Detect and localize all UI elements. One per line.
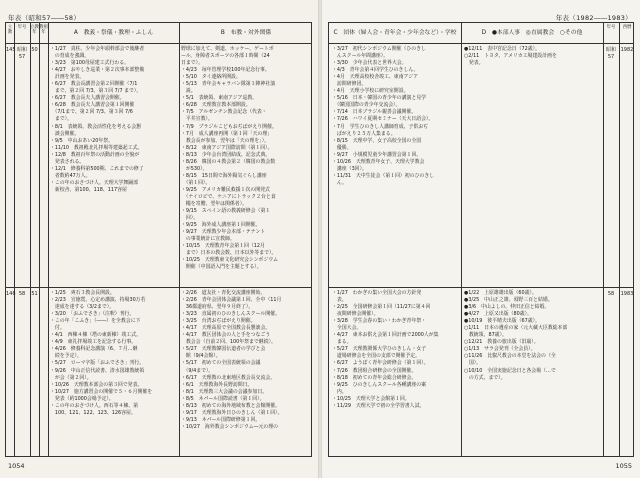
entry-line: ・この年のおさづけ人。天理大学舞踊部 [50, 179, 139, 186]
row1-nengo: 昭和57 [16, 47, 27, 60]
entry-line: ・11/31 天中生徒会（第１回）初のひのきし [332, 172, 435, 179]
entry-line: 館（9/4会館）。 [181, 353, 221, 360]
entry-line: が会（第２回）。 [50, 374, 92, 381]
entry-line: 計画を発表。 [50, 74, 85, 81]
entry-line: ・11/29 天理大学で初の全学習書人試。 [332, 402, 425, 409]
entry-line: ・9/26 中山正信代読書、清水国雄教統領 [50, 367, 145, 374]
entry-line: ・4/9 東礼拝場竣工を記念する行事。 [50, 339, 137, 346]
row1-rikkyo: 145 [6, 47, 16, 53]
entry-line: ・8/13 少年会台湾団結成、記念式典。 [181, 151, 271, 158]
row1-column-b [181, 46, 312, 285]
entry-line: ・6/28 天理教宣教本部開設。 [181, 102, 251, 109]
entry-line: ・4/23 毎年管理学校100年記念行事。 [181, 67, 270, 74]
entry-line: 付。 [50, 325, 65, 332]
entry-line: ・7/26 教団組合研修会の全国開催。 [332, 367, 417, 374]
entry-line: ・9/13 ネパール国際研修第１回。 [181, 416, 261, 423]
row2-rikkyo-nen: 51 [31, 291, 38, 297]
entry-line: 100、121、122、123、126容屋。 [50, 409, 136, 416]
entry-line: ・3/28 学生会春の集い・わかぎ青年祭・ [332, 318, 427, 325]
entry-line: ・2/26 青年会団体会議第１回、全中（11月 [181, 297, 282, 304]
page-number-right: 1055 [615, 462, 632, 470]
running-head-right: 年表（1982――1983） [555, 14, 632, 22]
entry-line: ・5/27 ローマ字版「おふでさき」刊行。 [50, 360, 145, 367]
entry-line: 教会長が参加、翌年は「天の理を」）。 [181, 137, 270, 144]
entry-line: ・4/27 東本お供え会第１回計画で2000人が集 [332, 332, 439, 339]
entry-line: ール、身障者スポーツの各部１時間（24 [181, 53, 270, 60]
entry-line: ・10/25 天理大学と会館第１回。 [332, 395, 410, 402]
entry-line: （7/1まで、第２回 7/3、第３回 7/6 [50, 109, 133, 116]
entry-line: 説。 [181, 88, 196, 95]
entry-line: ・6/27 ようぼく青年会研修会（第１回）。 [332, 360, 429, 367]
row2-rikkyo: 146 [6, 291, 16, 297]
entry-line: ●3/6 中山よしの、仲田正信と結婚。 [464, 304, 550, 311]
row2-column-a [50, 290, 178, 456]
entry-line: 訪問研修団。 [332, 81, 367, 88]
entry-line: ●4/27 上原又出版（80歳）。 [464, 311, 532, 318]
entry-line: ・5/17 初めての全国表統領の会議 [181, 360, 261, 367]
row2-column-b [181, 290, 312, 456]
entry-line: ○10/10 全国実施記念日と各会場（…で [464, 367, 556, 374]
entry-line: ・4月 天理高校校舎竣工、東南アジア [332, 74, 419, 81]
entry-line: 糧を寄贈、翌年は関係者）。 [181, 201, 248, 208]
entry-line: ・3/30 少年会代表と世界大会。 [332, 60, 407, 67]
entry-line: 優勝。 [332, 144, 352, 151]
entry-line: ・9/27 天理教少年会本部・テナント [181, 229, 266, 236]
entry-line: ・4/1 西棟４棟（塔の東新棟）竣工式。 [50, 332, 142, 339]
header-column-a: A 教義・祭儀・教理・ふしん [73, 30, 154, 36]
entry-line: まで）。 [50, 116, 73, 123]
entry-line: ○1/11 日本の遺産の家（元大蔵大臣教総本部 [464, 325, 568, 332]
entry-line: 者数約47万人。 [50, 172, 91, 179]
chronology-table-left [5, 22, 312, 457]
entry-line: まる。 [332, 339, 352, 346]
entry-line: ・8/18 初めての青年会総合研修会。 [332, 374, 417, 381]
entry-line: ○11/26 比叡尺教会の本堂を法会の（全 [464, 353, 556, 360]
entry-line: ・6/27 教会長講習会第２回開催（7/1 [50, 81, 138, 88]
entry-line: 夜間研修会開催）。 [332, 311, 379, 318]
header-column-c: C 団体（婦人会・青年会・少年会など）・学校 [333, 30, 457, 36]
entry-line: ・8/1 天理教三大会議の会議参加日。 [181, 388, 268, 395]
entry-line: （ナイロビで、ケニアにトラック２台と食 [181, 193, 276, 200]
right-page [322, 0, 640, 478]
entry-line: 平井宣教）。 [181, 116, 213, 123]
row1-column-a [50, 46, 178, 285]
entry-line: ・6/17 天理教の北東地区教会長交流会。 [181, 374, 276, 381]
entry-line: ・9/25 ひのきしんスクール各種講座の案 [332, 381, 427, 388]
entry-line: 談会開催。 [50, 130, 80, 137]
row1-column-c [332, 46, 460, 285]
entry-line: ・4月 天理小学校に研究室開設。 [332, 88, 409, 95]
entry-line: 内。 [332, 388, 347, 395]
row1-nengo-right: 昭和57 [605, 47, 616, 60]
entry-line: 発表（約1000会場予定）。 [50, 395, 114, 402]
entry-line: 全国大会。 [332, 325, 362, 332]
entry-line: 回）。 [181, 215, 199, 222]
entry-line: ・1/27 真柱、少年会年頭幹部会で後継者 [50, 46, 145, 52]
entry-line: ・6/1 天理教海外長野訪問日。 [181, 381, 253, 388]
entry-line: ・7月 成人講座再開（第１回「天の理」 [181, 130, 273, 137]
entry-line: ・10/27 海外教会シンポジウム―元の理の [181, 423, 279, 430]
entry-line: ・7/9 ブラジルこどもおぢばがえり開催。 [181, 123, 277, 130]
entry-line: ・1/25 爽石３教会長開設。 [50, 290, 115, 296]
entry-line: ・10/26 天理教青年女子、天理大学教会 [332, 158, 425, 165]
entry-line: ●12/11 表中宮記念日（72歳）。 [464, 46, 540, 52]
entry-line: ・5/27 天理教韓国伝道者の学びと会 [181, 346, 266, 353]
header-seireki: 西暦 [622, 25, 632, 30]
entry-line: ・4/26 修養科記念講演（6、７月…継 [50, 346, 138, 353]
page-number-left: 1054 [8, 462, 25, 470]
entry-line: ○1/13 サラ会発刊（全会員）。 [464, 346, 536, 353]
entry-line: ・3/23 第100母屋建工式行わる。 [50, 60, 130, 67]
entry-line: の事業統計に宣教師。 [181, 236, 235, 243]
entry-line: ・9/15 スペイン語の教義研修会（第１ [181, 208, 271, 215]
entry-line: ・この年のおさづけ人。西石等４棟、第 [50, 402, 139, 409]
entry-line: 発表される。 [50, 158, 85, 165]
entry-line: ・3/25 台湾おぢばがえり開催。 [181, 318, 256, 325]
header-rikkyo-nen: 立教年 [30, 25, 39, 36]
entry-line: ・9/17 天理教海外日ひのきしん（第１回）。 [181, 409, 283, 416]
entry-line: 教会会（自前２回、100年祭まで継続）。 [181, 339, 276, 346]
entry-line: ・10/25 天理教東文化研究会シンポジウム [181, 257, 279, 264]
entry-line: ○2/11 トヨタ、アメリカ工場建設計画を [464, 53, 557, 60]
entry-line: 発表。 [464, 60, 484, 67]
entry-line: （韓国国際の青少年交流会）。 [332, 102, 401, 109]
entry-line: 国）。 [464, 360, 482, 367]
entry-line: 表。 [332, 297, 347, 304]
row1-seireki: 1982 [620, 47, 634, 53]
entry-line: ・12/8 教祖百年祭の活動計画の全貌が [50, 151, 140, 158]
entry-line: 開催（中国語入門を主題とする）。 [181, 264, 262, 271]
entry-line: ・3/20 「おふでさき」（注釈）刊行。 [50, 311, 135, 318]
entry-line: ・6/28 教会長夫人講習会第１回開催 [50, 102, 135, 109]
entry-line: ばがえり２５万人集まる。 [332, 130, 396, 137]
entry-line: ・8/15 天理中学、女子高校全国の全国 [332, 137, 422, 144]
entry-line: ・2/23 宣徳賞、心定め講演、持場30万若 [50, 297, 146, 304]
row2-nengo: 58 [18, 291, 26, 297]
header-nengo-right: 年号 [606, 25, 616, 30]
entry-line: ・5/27 天理教関係大学ひのきしん・女子 [332, 346, 427, 353]
entry-line: まで）日本の教会数、日本以外等まで）。 [181, 250, 277, 257]
entry-line: 教統領、87歳）。 [464, 332, 507, 339]
entry-line: ・7/14 日本ブラジル親善会議開催。 [332, 109, 417, 116]
entry-line: ・4/17 天理高原で全国教会長懇談会。 [181, 325, 271, 332]
entry-line: ・8/13 初めての海外地域布教と会館開催。 [181, 402, 281, 409]
entry-line: ・6/27 教会長夫人講習会開催。 [50, 95, 125, 102]
entry-line: 新校舎、第100、118、117容屋 [50, 186, 127, 193]
entry-line: ・8/15 15日間で海外陽気ぐらし講座 [181, 172, 267, 179]
entry-line: ・10/27 施方講習会の開催で５・６月開催を [50, 388, 153, 395]
entry-line: ・この年「こふき」（――）を全教会に下 [50, 318, 141, 325]
chronology-table-right [328, 22, 634, 457]
header-kyoso-nen: 教祖年 [39, 25, 48, 36]
entry-line: ・10/15 天理教青年会第１回（12月 [181, 243, 265, 250]
entry-line: ・4/3 青年会第４回学生ひのきしん。 [332, 67, 419, 74]
entry-line: ・8/5 ネパール国際読書（第１回）。 [181, 395, 265, 402]
entry-line: ●1/22 上原雄雄出版（60歳）。 [464, 290, 537, 296]
entry-line: ・10/26 天理教本部会の第３回で発表。 [50, 381, 143, 388]
entry-line: んスクール年間講座）。 [332, 53, 389, 60]
header-rikkyo: 立教 [7, 25, 13, 36]
entry-line: ・5/1 表統領、東南アジア巡教。 [181, 95, 258, 102]
entry-line: ・8/12 東南アジア国際訪問（第１回）。 [181, 144, 273, 151]
entry-line: ・8/1 表統領、教会活性化を考える会懇 [50, 123, 142, 130]
entry-line: ・1/27 わかぎの集い全国大会の方針発 [332, 290, 422, 296]
entry-line: 野球に加えて、剣道、ホッケー、ゲートボ [181, 46, 274, 52]
entry-line: 道場研修会を全国の支部で開催予定。 [332, 353, 421, 360]
entry-line: ・2/26 道友社・青化交流講座開始。 [181, 290, 266, 296]
row2-nengo-right: 58 [607, 291, 615, 297]
row1-rikkyo-nen: 50 [31, 47, 38, 53]
header-column-d: D ●本部人事 ◎直属教会 ○その他 [481, 30, 583, 36]
entry-line: ・9/5 中山おあい20年祭。 [50, 137, 114, 144]
entry-line: ・9/25 アメリカ難民救援１次の開発式 [181, 186, 270, 193]
entry-line: 達成を達する（3/2まで）。 [50, 304, 115, 311]
entry-line: 講座（3回）。 [332, 165, 367, 172]
entry-line: ・7月 学生ひのきし人講師育成、子供おぢ [332, 123, 429, 130]
entry-line: ・8/26 韓国の４教会第２（韓国の教会数 [181, 158, 276, 165]
entry-line: の育成を強調。 [50, 53, 90, 60]
entry-line: ○12/21 教養の旅出版（旧歳）。 [464, 339, 539, 346]
entry-line: ・7/26 ハワイ夏期セミナー（天大日語会）。 [332, 116, 434, 123]
entry-line: ・5/16 日本・韓国の青少年の講演と見学 [332, 95, 427, 102]
row2-column-c [332, 290, 460, 456]
entry-line: ●10/19 彼平晴夫出版（67歳）。 [464, 318, 540, 325]
entry-line: 36都道府県、翌年９月終了）。 [181, 304, 254, 311]
entry-line: ・5/10 タイ連絡所開設。 [181, 74, 241, 81]
entry-line: ・11/10 教祖殿北礼拝場等建築起工式。 [50, 144, 143, 151]
row1-column-d [464, 46, 602, 285]
entry-line: まで、第２回 7/3、第３回 7/7 まで）。 [50, 88, 142, 95]
entry-line: ●3/25 中山正之雄、須野三百と結婚。 [464, 297, 553, 304]
entry-line: ・4/17 教区団体会の人と手をつなごう [181, 332, 271, 339]
entry-line: ん。 [332, 179, 347, 186]
header-column-b: B 布教・対外関係 [220, 30, 272, 36]
entry-line: （第１回）。 [181, 179, 211, 186]
entry-line: ・9/27 小規模児童少年講習会第１回。 [332, 151, 422, 158]
entry-line: ・3/27 初代シンポジウム開催（ひのきし [332, 46, 426, 52]
entry-line: ・3/23 直属初のひのきしんスクール開催。 [181, 311, 280, 318]
entry-line: ・9/25 海外成人講座第１回開催。 [181, 222, 261, 229]
left-page [0, 0, 318, 478]
entry-line: の方式、まで）。 [464, 374, 506, 381]
entry-line: ・7/5 アルゼンチン教会記念（代表・ [181, 109, 267, 116]
entry-line: が530）。 [181, 165, 208, 172]
entry-line: ・2/25 全国研修会第１回（11/27に第４回 [332, 304, 431, 311]
header-nengo: 年号 [17, 25, 27, 30]
running-head-left: 年表（昭和57――58） [8, 14, 81, 22]
entry-line: 続を予定）。 [50, 353, 82, 360]
entry-line: ・12/1 修養科第500期、これまでの修了 [50, 165, 144, 172]
row2-seireki: 1983 [620, 291, 634, 297]
entry-line: （9/4まで）。 [181, 367, 214, 374]
entry-line: ・4/27 おやしき巡業・第２次事本部整備 [50, 67, 145, 74]
entry-line: ・5/13 青年会キャラバン隊第１陣神社演 [181, 81, 276, 88]
entry-line: 日まで）。 [181, 60, 204, 67]
row2-column-d [464, 290, 602, 456]
